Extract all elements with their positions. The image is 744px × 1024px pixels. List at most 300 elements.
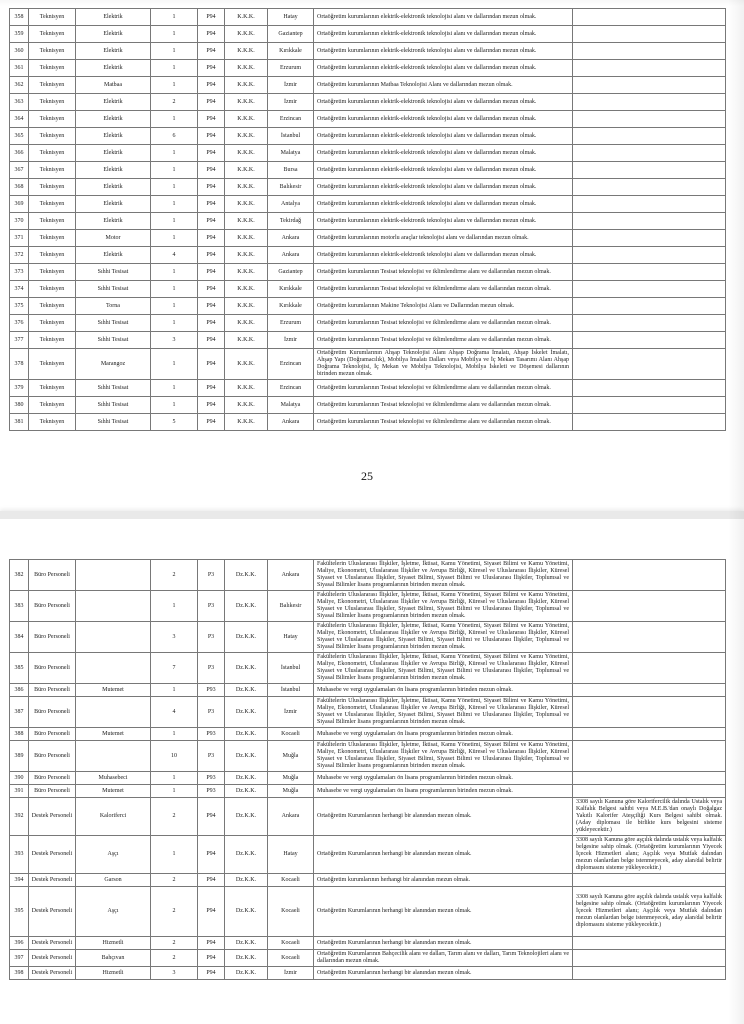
cell-city: Ankara [268,247,314,264]
cell-qualification: Muhasebe ve vergi uygulamaları ön lisans programlarının birinden mezun olmak. [314,785,573,798]
cell-row-no: 388 [10,728,29,741]
cell-row-no: 358 [10,9,29,26]
cell-force-command: Dz.K.K. [225,967,268,980]
cell-branch [76,622,151,653]
cell-score-type: P94 [198,874,225,887]
cell-branch: Elektrik [76,60,151,77]
cell-qualification: Muhasebe ve vergi uygulamaları ön lisans programlarının birinden mezun olmak. [314,684,573,697]
cell-score-type: P94 [198,836,225,874]
cell-position-title: Teknisyen [29,230,76,247]
cell-force-command: K.K.K. [225,111,268,128]
cell-position-title: Teknisyen [29,162,76,179]
cell-force-command: K.K.K. [225,145,268,162]
cell-position-title: Büro Personeli [29,653,76,684]
cell-note: 3308 sayılı Kanuna göre aşçılık dalında ustalık veya kalfalık belgesine sahip olmak. (Ortaöğretim kurumlarının Yiyecek İçecek Hizmetleri alanı; Aşçılık veya Mutfak dalından mezun olanlardan belge istenmeyecek, aday alan/dal belirtir diplomasını sisteme yükleyecektir.) [573,887,726,937]
cell-vacancy-count: 3 [151,332,198,349]
cell-branch: Elektrik [76,9,151,26]
cell-vacancy-count: 4 [151,247,198,264]
cell-row-no: 391 [10,785,29,798]
cell-vacancy-count: 1 [151,26,198,43]
cell-row-no: 385 [10,653,29,684]
positions-table-page-25 [9,8,726,431]
cell-position-title: Teknisyen [29,26,76,43]
cell-qualification: Ortaöğretim kurumlarının elektrik-elektronik teknolojisi alanı ve dallarından mezun olmak. [314,162,573,179]
cell-note [573,950,726,967]
cell-branch: Sıhhi Tesisat [76,281,151,298]
table-row [10,697,726,728]
cell-qualification: Ortaöğretim kurumlarının Tesisat teknolojisi ve iklimlendirme alanı ve dallarından mezun olmak. [314,380,573,397]
cell-city: Gaziantep [268,26,314,43]
cell-note: 3308 sayılı Kanuna göre Kalorifercilik dalında Ustalık veya Kalfalık Belgesi sahibi veya M.E.B.'dan onaylı Doğalgaz Yakıtlı Kalorifer Ateşçiliği Kurs Belgesi sahibi olmak. (Aday diploması ile birlikte kurs belgesini sisteme yükleyecektir.) [573,798,726,836]
cell-branch: Hizmetli [76,967,151,980]
table-row [10,111,726,128]
cell-force-command: K.K.K. [225,332,268,349]
cell-position-title: Teknisyen [29,349,76,380]
cell-branch [76,591,151,622]
cell-score-type: P94 [198,60,225,77]
cell-vacancy-count: 1 [151,281,198,298]
cell-score-type: P94 [198,315,225,332]
cell-position-title: Teknisyen [29,94,76,111]
cell-score-type: P94 [198,111,225,128]
cell-vacancy-count: 1 [151,162,198,179]
cell-force-command: K.K.K. [225,43,268,60]
cell-force-command: K.K.K. [225,247,268,264]
cell-score-type: P94 [198,349,225,380]
cell-qualification: Ortaöğretim Kurumlarının Ahşap Teknolojisi Alanı Ahşap Doğrama İmalatı, Ahşap İskelet İmalatı, Ahşap Yapı (Doğramacılık), Mobilya İmalatı Dalları veya Mobilya ve İç Mekan Tasarımı Alanı Ahşap Doğrama Teknolojisi, İç Mekan ve Mobilya Teknolojisi, Mobilya İskeleti ve Döşemesi dallarının birinden mezun olmak. [314,349,573,380]
cell-branch: Mutemet [76,684,151,697]
cell-row-no: 392 [10,798,29,836]
cell-qualification: Ortaöğretim kurumlarının elektrik-elektronik teknolojisi alanı ve dallarından mezun olmak. [314,247,573,264]
cell-branch: Sıhhi Tesisat [76,332,151,349]
cell-vacancy-count: 1 [151,349,198,380]
cell-city: Kırıkkale [268,281,314,298]
cell-vacancy-count: 2 [151,560,198,591]
cell-row-no: 367 [10,162,29,179]
cell-note [573,77,726,94]
cell-qualification: Ortaöğretim Kurumlarının herhangi bir alanından mezun olmak. [314,887,573,937]
table-row [10,967,726,980]
table-row [10,741,726,772]
cell-position-title: Teknisyen [29,298,76,315]
table-row [10,684,726,697]
cell-score-type: P3 [198,697,225,728]
table-row [10,332,726,349]
cell-force-command: K.K.K. [225,26,268,43]
cell-city: Malatya [268,397,314,414]
table-row [10,560,726,591]
cell-score-type: P94 [198,77,225,94]
cell-force-command: Dz.K.K. [225,950,268,967]
cell-row-no: 374 [10,281,29,298]
cell-vacancy-count: 1 [151,43,198,60]
cell-qualification: Ortaöğretim kurumlarının elektrik-elektronik teknolojisi alanı ve dallarından mezun olmak. [314,60,573,77]
cell-branch: Elektrik [76,43,151,60]
cell-city: İzmir [268,697,314,728]
cell-position-title: Destek Personeli [29,887,76,937]
cell-score-type: P94 [198,196,225,213]
cell-vacancy-count: 1 [151,728,198,741]
cell-row-no: 387 [10,697,29,728]
cell-city: Ankara [268,798,314,836]
cell-score-type: P94 [198,43,225,60]
cell-qualification: Ortaöğretim Kurumlarının herhangi bir alanından mezun olmak. [314,798,573,836]
cell-score-type: P94 [198,264,225,281]
cell-city: Hatay [268,836,314,874]
cell-city: Bursa [268,162,314,179]
cell-note [573,196,726,213]
cell-qualification: Ortaöğretim kurumlarının elektrik-elektronik teknolojisi alanı ve dallarından mezun olmak. [314,145,573,162]
cell-city: Tekirdağ [268,213,314,230]
cell-qualification: Ortaöğretim kurumlarının herhangi bir alanından mezun olmak. [314,874,573,887]
cell-score-type: P3 [198,741,225,772]
table-row [10,887,726,937]
cell-branch: Elektrik [76,128,151,145]
cell-vacancy-count: 1 [151,196,198,213]
cell-qualification: Fakültelerin Uluslararası İlişkiler, İşletme, İktisat, Kamu Yönetimi, Siyaset Bilimi ve Kamu Yönetimi, Maliye, Ekonometri, Uluslararası İlişkiler ve Avrupa Birliği, Küresel ve Uluslararası İlişkiler, Küresel Siyaset ve Uluslararası İlişkiler, Siyaset Bilimi, Siyaset Bilimi ve Uluslararası İlişkiler, Toplumsal ve Siyasal Bilimler lisans programlarının birinden mezun olmak. [314,741,573,772]
cell-city: Antalya [268,196,314,213]
cell-branch: Kaloriferci [76,798,151,836]
cell-position-title: Teknisyen [29,264,76,281]
cell-position-title: Büro Personeli [29,697,76,728]
cell-qualification: Ortaöğretim kurumlarının elektrik-elektronik teknolojisi alanı ve dallarından mezun olmak. [314,43,573,60]
cell-vacancy-count: 5 [151,414,198,431]
cell-branch: Elektrik [76,247,151,264]
cell-position-title: Teknisyen [29,196,76,213]
cell-note [573,315,726,332]
cell-position-title: Teknisyen [29,60,76,77]
cell-position-title: Büro Personeli [29,728,76,741]
cell-row-no: 366 [10,145,29,162]
cell-position-title: Destek Personeli [29,967,76,980]
cell-city: Erzincan [268,380,314,397]
cell-branch: Aşçı [76,887,151,937]
cell-position-title: Büro Personeli [29,684,76,697]
pdf-page-26 [0,519,744,1024]
cell-city: Kırıkkale [268,43,314,60]
cell-row-no: 397 [10,950,29,967]
cell-position-title: Teknisyen [29,397,76,414]
cell-qualification: Ortaöğretim kurumlarının elektrik-elektronik teknolojisi alanı ve dallarından mezun olmak. [314,111,573,128]
table-row [10,94,726,111]
cell-qualification: Ortaöğretim kurumlarının Matbaa Teknolojisi Alanı ve dallarından mezun olmak. [314,77,573,94]
cell-note [573,653,726,684]
cell-note [573,111,726,128]
cell-force-command: K.K.K. [225,179,268,196]
cell-branch: Hizmetli [76,937,151,950]
cell-note [573,560,726,591]
cell-vacancy-count: 10 [151,741,198,772]
cell-city: İstanbul [268,128,314,145]
cell-note [573,230,726,247]
cell-position-title: Teknisyen [29,145,76,162]
cell-force-command: Dz.K.K. [225,772,268,785]
cell-vacancy-count: 7 [151,653,198,684]
cell-score-type: P94 [198,298,225,315]
cell-force-command: Dz.K.K. [225,560,268,591]
cell-position-title: Teknisyen [29,281,76,298]
table-row [10,281,726,298]
cell-city: Erzincan [268,111,314,128]
cell-row-no: 365 [10,128,29,145]
cell-row-no: 384 [10,622,29,653]
cell-note [573,332,726,349]
table-row [10,785,726,798]
cell-vacancy-count: 1 [151,60,198,77]
cell-note [573,128,726,145]
cell-qualification: Ortaöğretim kurumlarının elektrik-elektronik teknolojisi alanı ve dallarından mezun olmak. [314,179,573,196]
cell-vacancy-count: 1 [151,397,198,414]
cell-city: Erzincan [268,349,314,380]
table-row [10,60,726,77]
cell-row-no: 393 [10,836,29,874]
cell-city: Kırıkkale [268,298,314,315]
cell-city: İzmir [268,94,314,111]
cell-note [573,264,726,281]
cell-vacancy-count: 2 [151,94,198,111]
cell-city: İstanbul [268,653,314,684]
cell-row-no: 383 [10,591,29,622]
cell-note [573,741,726,772]
cell-note [573,967,726,980]
table-row [10,264,726,281]
cell-force-command: Dz.K.K. [225,653,268,684]
cell-note [573,247,726,264]
cell-row-no: 369 [10,196,29,213]
table-row [10,591,726,622]
cell-row-no: 390 [10,772,29,785]
cell-branch: Elektrik [76,196,151,213]
cell-row-no: 376 [10,315,29,332]
cell-qualification: Ortaöğretim Kurumlarının herhangi bir alanından mezun olmak. [314,967,573,980]
cell-qualification: Ortaöğretim Kurumlarının Bahçecilik alanı ve dalları, Tarım alanı ve dalları, Tarım Teknolojileri alanı ve dallarından mezun olmak. [314,950,573,967]
cell-position-title: Büro Personeli [29,785,76,798]
cell-branch: Bahçıvan [76,950,151,967]
cell-score-type: P3 [198,591,225,622]
cell-score-type: P93 [198,785,225,798]
cell-branch: Garson [76,874,151,887]
cell-branch: Aşçı [76,836,151,874]
cell-force-command: Dz.K.K. [225,798,268,836]
table-row [10,179,726,196]
cell-note [573,380,726,397]
cell-qualification: Ortaöğretim kurumlarının Tesisat teknolojisi ve iklimlendirme alanı ve dallarından mezun olmak. [314,332,573,349]
cell-qualification: Ortaöğretim kurumlarının Tesisat teknolojisi ve iklimlendirme alanı ve dallarından mezun olmak. [314,281,573,298]
table-row [10,622,726,653]
cell-force-command: Dz.K.K. [225,937,268,950]
table-row [10,653,726,684]
cell-note [573,162,726,179]
cell-branch: Elektrik [76,213,151,230]
cell-qualification: Ortaöğretim kurumlarının elektrik-elektronik teknolojisi alanı ve dallarından mezun olmak. [314,94,573,111]
cell-branch: Elektrik [76,179,151,196]
cell-city: Kocaeli [268,874,314,887]
cell-position-title: Teknisyen [29,414,76,431]
cell-force-command: K.K.K. [225,94,268,111]
table-row [10,772,726,785]
cell-city: Muğla [268,772,314,785]
cell-force-command: Dz.K.K. [225,728,268,741]
cell-note [573,785,726,798]
cell-branch [76,653,151,684]
cell-row-no: 395 [10,887,29,937]
cell-score-type: P94 [198,397,225,414]
cell-city: Gaziantep [268,264,314,281]
cell-qualification: Ortaöğretim kurumlarının Makine Teknolojisi Alanı ve Dallarından mezun olmak. [314,298,573,315]
cell-vacancy-count: 1 [151,145,198,162]
cell-qualification: Fakültelerin Uluslararası İlişkiler, İşletme, İktisat, Kamu Yönetimi, Siyaset Bilimi ve Kamu Yönetimi, Maliye, Ekonometri, Uluslararası İlişkiler ve Avrupa Birliği, Küresel ve Uluslararası İlişkiler, Küresel Siyaset ve Uluslararası İlişkiler, Siyaset Bilimi, Siyaset Bilimi ve Uluslararası İlişkiler, Toplumsal ve Siyasal Bilimler lisans programlarının birinden mezun olmak. [314,653,573,684]
cell-city: Muğla [268,785,314,798]
cell-score-type: P94 [198,247,225,264]
positions-table-page-26 [9,559,726,980]
cell-vacancy-count: 1 [151,9,198,26]
cell-vacancy-count: 1 [151,684,198,697]
cell-city: Hatay [268,622,314,653]
table-row [10,26,726,43]
cell-qualification: Ortaöğretim kurumlarının Tesisat teknolojisi ve iklimlendirme alanı ve dallarından mezun olmak. [314,315,573,332]
table-row [10,380,726,397]
cell-vacancy-count: 1 [151,298,198,315]
cell-city: Muğla [268,741,314,772]
cell-note [573,94,726,111]
cell-branch [76,741,151,772]
cell-force-command: K.K.K. [225,9,268,26]
cell-score-type: P94 [198,281,225,298]
cell-row-no: 372 [10,247,29,264]
cell-qualification: Ortaöğretim Kurumlarının herhangi bir alanından mezun olmak. [314,937,573,950]
cell-row-no: 389 [10,741,29,772]
cell-score-type: P94 [198,332,225,349]
cell-row-no: 362 [10,77,29,94]
cell-note [573,179,726,196]
table-row [10,77,726,94]
cell-branch: Sıhhi Tesisat [76,397,151,414]
cell-position-title: Destek Personeli [29,874,76,887]
cell-city: Ankara [268,230,314,247]
cell-vacancy-count: 4 [151,697,198,728]
table-row [10,836,726,874]
cell-row-no: 360 [10,43,29,60]
cell-position-title: Teknisyen [29,332,76,349]
cell-row-no: 380 [10,397,29,414]
cell-branch [76,560,151,591]
cell-position-title: Teknisyen [29,213,76,230]
cell-note [573,213,726,230]
cell-vacancy-count: 3 [151,622,198,653]
cell-vacancy-count: 1 [151,785,198,798]
table-row [10,315,726,332]
cell-branch: Elektrik [76,26,151,43]
cell-city: Balıkesir [268,179,314,196]
cell-branch: Motor [76,230,151,247]
cell-vacancy-count: 2 [151,798,198,836]
cell-vacancy-count: 1 [151,264,198,281]
cell-note [573,349,726,380]
cell-city: Erzurum [268,60,314,77]
cell-city: Erzurum [268,315,314,332]
cell-row-no: 373 [10,264,29,281]
cell-note [573,298,726,315]
cell-qualification: Fakültelerin Uluslararası İlişkiler, İşletme, İktisat, Kamu Yönetimi, Siyaset Bilimi ve Kamu Yönetimi, Maliye, Ekonometri, Uluslararası İlişkiler ve Avrupa Birliği, Küresel ve Uluslararası İlişkiler, Küresel Siyaset ve Uluslararası İlişkiler, Siyaset Bilimi, Siyaset Bilimi ve Uluslararası İlişkiler, Toplumsal ve Siyasal Bilimler lisans programlarının birinden mezun olmak. [314,622,573,653]
cell-qualification: Muhasebe ve vergi uygulamaları ön lisans programlarının birinden mezun olmak. [314,772,573,785]
cell-position-title: Teknisyen [29,179,76,196]
cell-force-command: K.K.K. [225,281,268,298]
cell-qualification: Fakültelerin Uluslararası İlişkiler, İşletme, İktisat, Kamu Yönetimi, Siyaset Bilimi ve Kamu Yönetimi, Maliye, Ekonometri, Uluslararası İlişkiler ve Avrupa Birliği, Küresel ve Uluslararası İlişkiler, Küresel Siyaset ve Uluslararası İlişkiler, Siyaset Bilimi, Siyaset Bilimi ve Uluslararası İlişkiler, Toplumsal ve Siyasal Bilimler lisans programlarının birinden mezun olmak. [314,560,573,591]
cell-qualification: Ortaöğretim kurumlarının elektrik-elektronik teknolojisi alanı ve dallarından mezun olmak. [314,26,573,43]
cell-score-type: P94 [198,950,225,967]
table-row [10,414,726,431]
cell-row-no: 377 [10,332,29,349]
cell-position-title: Büro Personeli [29,591,76,622]
cell-score-type: P94 [198,414,225,431]
cell-vacancy-count: 1 [151,77,198,94]
cell-position-title: Teknisyen [29,43,76,60]
cell-branch: Sıhhi Tesisat [76,380,151,397]
cell-qualification: Ortaöğretim kurumlarının elektrik-elektronik teknolojisi alanı ve dallarından mezun olmak. [314,196,573,213]
cell-city: Hatay [268,9,314,26]
cell-vacancy-count: 1 [151,836,198,874]
cell-vacancy-count: 1 [151,315,198,332]
cell-row-no: 371 [10,230,29,247]
cell-row-no: 394 [10,874,29,887]
cell-vacancy-count: 1 [151,772,198,785]
table-row [10,798,726,836]
cell-row-no: 396 [10,937,29,950]
cell-position-title: Destek Personeli [29,836,76,874]
cell-force-command: K.K.K. [225,315,268,332]
cell-branch: Sıhhi Tesisat [76,315,151,332]
cell-row-no: 368 [10,179,29,196]
cell-branch: Matbaa [76,77,151,94]
cell-force-command: Dz.K.K. [225,741,268,772]
cell-branch: Elektrik [76,145,151,162]
cell-qualification: Ortaöğretim kurumlarının elektrik-elektronik teknolojisi alanı ve dallarından mezun olmak. [314,213,573,230]
cell-position-title: Teknisyen [29,247,76,264]
cell-row-no: 386 [10,684,29,697]
cell-note [573,697,726,728]
cell-force-command: K.K.K. [225,162,268,179]
cell-branch: Marangoz [76,349,151,380]
cell-note [573,937,726,950]
cell-force-command: K.K.K. [225,349,268,380]
cell-branch: Muhasebeci [76,772,151,785]
cell-note [573,60,726,77]
cell-force-command: K.K.K. [225,264,268,281]
cell-qualification: Ortaöğretim kurumlarının Tesisat teknolojisi ve iklimlendirme alanı ve dallarından mezun olmak. [314,264,573,281]
cell-qualification: Ortaöğretim kurumlarının elektrik-elektronik teknolojisi alanı ve dallarından mezun olmak. [314,128,573,145]
cell-city: İzmir [268,332,314,349]
cell-city: Ankara [268,414,314,431]
cell-score-type: P94 [198,967,225,980]
cell-position-title: Destek Personeli [29,798,76,836]
cell-force-command: K.K.K. [225,298,268,315]
cell-note [573,591,726,622]
cell-vacancy-count: 1 [151,591,198,622]
table-row [10,349,726,380]
table-row [10,950,726,967]
cell-position-title: Teknisyen [29,9,76,26]
cell-vacancy-count: 2 [151,937,198,950]
cell-score-type: P3 [198,560,225,591]
cell-position-title: Teknisyen [29,111,76,128]
cell-position-title: Destek Personeli [29,950,76,967]
cell-force-command: Dz.K.K. [225,591,268,622]
cell-score-type: P94 [198,230,225,247]
table-row [10,145,726,162]
cell-force-command: Dz.K.K. [225,622,268,653]
cell-vacancy-count: 2 [151,950,198,967]
cell-force-command: K.K.K. [225,380,268,397]
